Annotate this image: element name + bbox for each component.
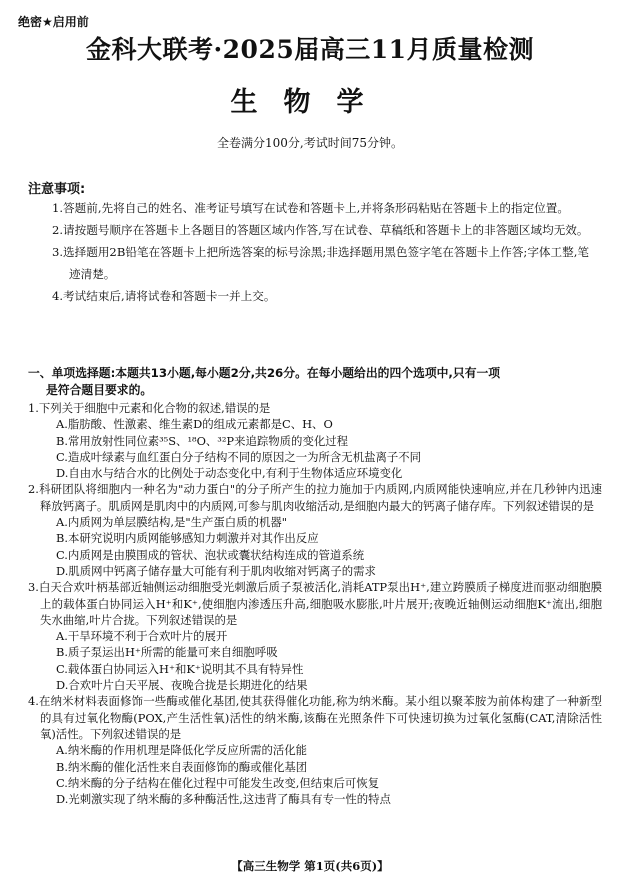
question-stem: 4.在纳米材料表面修饰一些酶或催化基团,使其获得催化功能,称为纳米酶。某小组以聚苯胺为前体构建了一种新型的具有过氧化物酶(POX,产生活性氧)活性的纳米酶,该酶在光照条件下可快速切换为过氧化氢酶(CAT,清除活性氧)活性。下列叙述错误的是 [28,694,602,741]
question-4 [28,693,602,807]
option-c: C.载体蛋白协同运入H⁺和K⁺说明其不具有特异性 [56,661,304,676]
option-d: D.肌质网中钙离子储存量大可能有利于肌肉收缩对钙离子的需求 [56,563,376,578]
subject-title: 生物学 [230,87,390,118]
option-c: C.内质网是由膜围成的管状、泡状或囊状结构连成的管道系统 [56,547,365,562]
section-line2: 是符合题目要求的。 [46,383,153,397]
exam-title: 金科大联考·2025届高三11月质量检测 [85,35,535,64]
notice-item: 1.答题前,先将自己的姓名、准考证号填写在试卷和答题卡上,并将条形码粘贴在答题卡上的指定位置。 [52,201,569,215]
option-a: A.干旱环境不利于合欢叶片的展开 [56,629,228,644]
option-a: A.脂肪酸、性激素、维生素D的组成元素都是C、H、O [56,417,333,432]
question-2 [28,481,602,579]
option-a: A.内质网为单层膜结构,是"生产蛋白质的机器" [56,515,287,530]
option-a: A.纳米酶的作用机理是降低化学反应所需的活化能 [56,743,308,758]
notice-list [52,197,600,307]
question-stem: 2.科研团队将细胞内一种名为"动力蛋白"的分子所产生的拉力施加于内质网,内质网能快速响应,并在几秒钟内迅速释放钙离子。肌质网是肌肉中的内质网,可参与肌肉收缩活动,是细胞内最大的钙离子储存库。下列叙述错误的是 [28,482,602,513]
question-stem: 1.下列关于细胞中元素和化合物的叙述,错误的是 [28,401,271,415]
score-line: 全卷满分100分,考试时间75分钟。 [217,136,403,150]
option-d: D.自由水与结合水的比例处于动态变化中,有利于生物体适应环境变化 [56,466,403,481]
option-b: B.本研究说明内质网能够感知力刺激并对其作出反应 [56,531,319,546]
option-d: D.合欢叶片白天平展、夜晚合拢是长期进化的结果 [56,678,308,693]
section-line1: 一、单项选择题:本题共13小题,每小题2分,共26分。在每小题给出的四个选项中,只有一项 [28,366,501,380]
question-3 [28,579,602,693]
notice-item: 3.选择题用2B铅笔在答题卡上把所选答案的标号涂黑;非选择题用黑色签字笔在答题卡上作答;字体工整,笔迹清楚。 [52,245,589,281]
secret-label: 绝密★启用前 [18,15,89,29]
question-1 [28,400,602,481]
option-c: C.纳米酶的分子结构在催化过程中可能发生改变,但结束后可恢复 [56,775,380,790]
notice-item: 4.考试结束后,请将试卷和答题卡一并上交。 [52,289,276,303]
option-b: B.纳米酶的催化活性来自表面修饰的酶或催化基团 [56,759,308,774]
notice-item: 2.请按题号顺序在答题卡上各题目的答题区域内作答,写在试卷、草稿纸和答题卡上的非答题区域均无效。 [52,223,589,237]
option-c: C.造成叶绿素与血红蛋白分子结构不同的原因之一为所含无机盐离子不同 [56,449,422,464]
option-b: B.常用放射性同位素³⁵S、¹⁸O、³²P来追踪物质的变化过程 [56,433,349,448]
page-footer: 【高三生物学 第1页(共6页)】 [231,859,389,873]
question-stem: 3.白天合欢叶柄基部近轴侧运动细胞受光刺激后质子泵被活化,消耗ATP泵出H⁺,建立跨膜质子梯度进而驱动细胞膜上的载体蛋白协同运入H⁺和K⁺,使细胞内渗透压升高,细胞吸水膨胀,叶片展开;夜晚近轴侧运动细胞K⁺流出,细胞失水曲缩,叶片合拢。下列叙述错误的是 [28,580,602,627]
question-list [28,400,602,807]
option-b: B.质子泵运出H⁺所需的能量可来自细胞呼吸 [56,645,278,660]
notice-heading: 注意事项: [28,182,86,197]
option-d: D.光刺激实现了纳米酶的多种酶活性,这违背了酶具有专一性的特点 [56,792,391,807]
section-heading [28,365,600,399]
